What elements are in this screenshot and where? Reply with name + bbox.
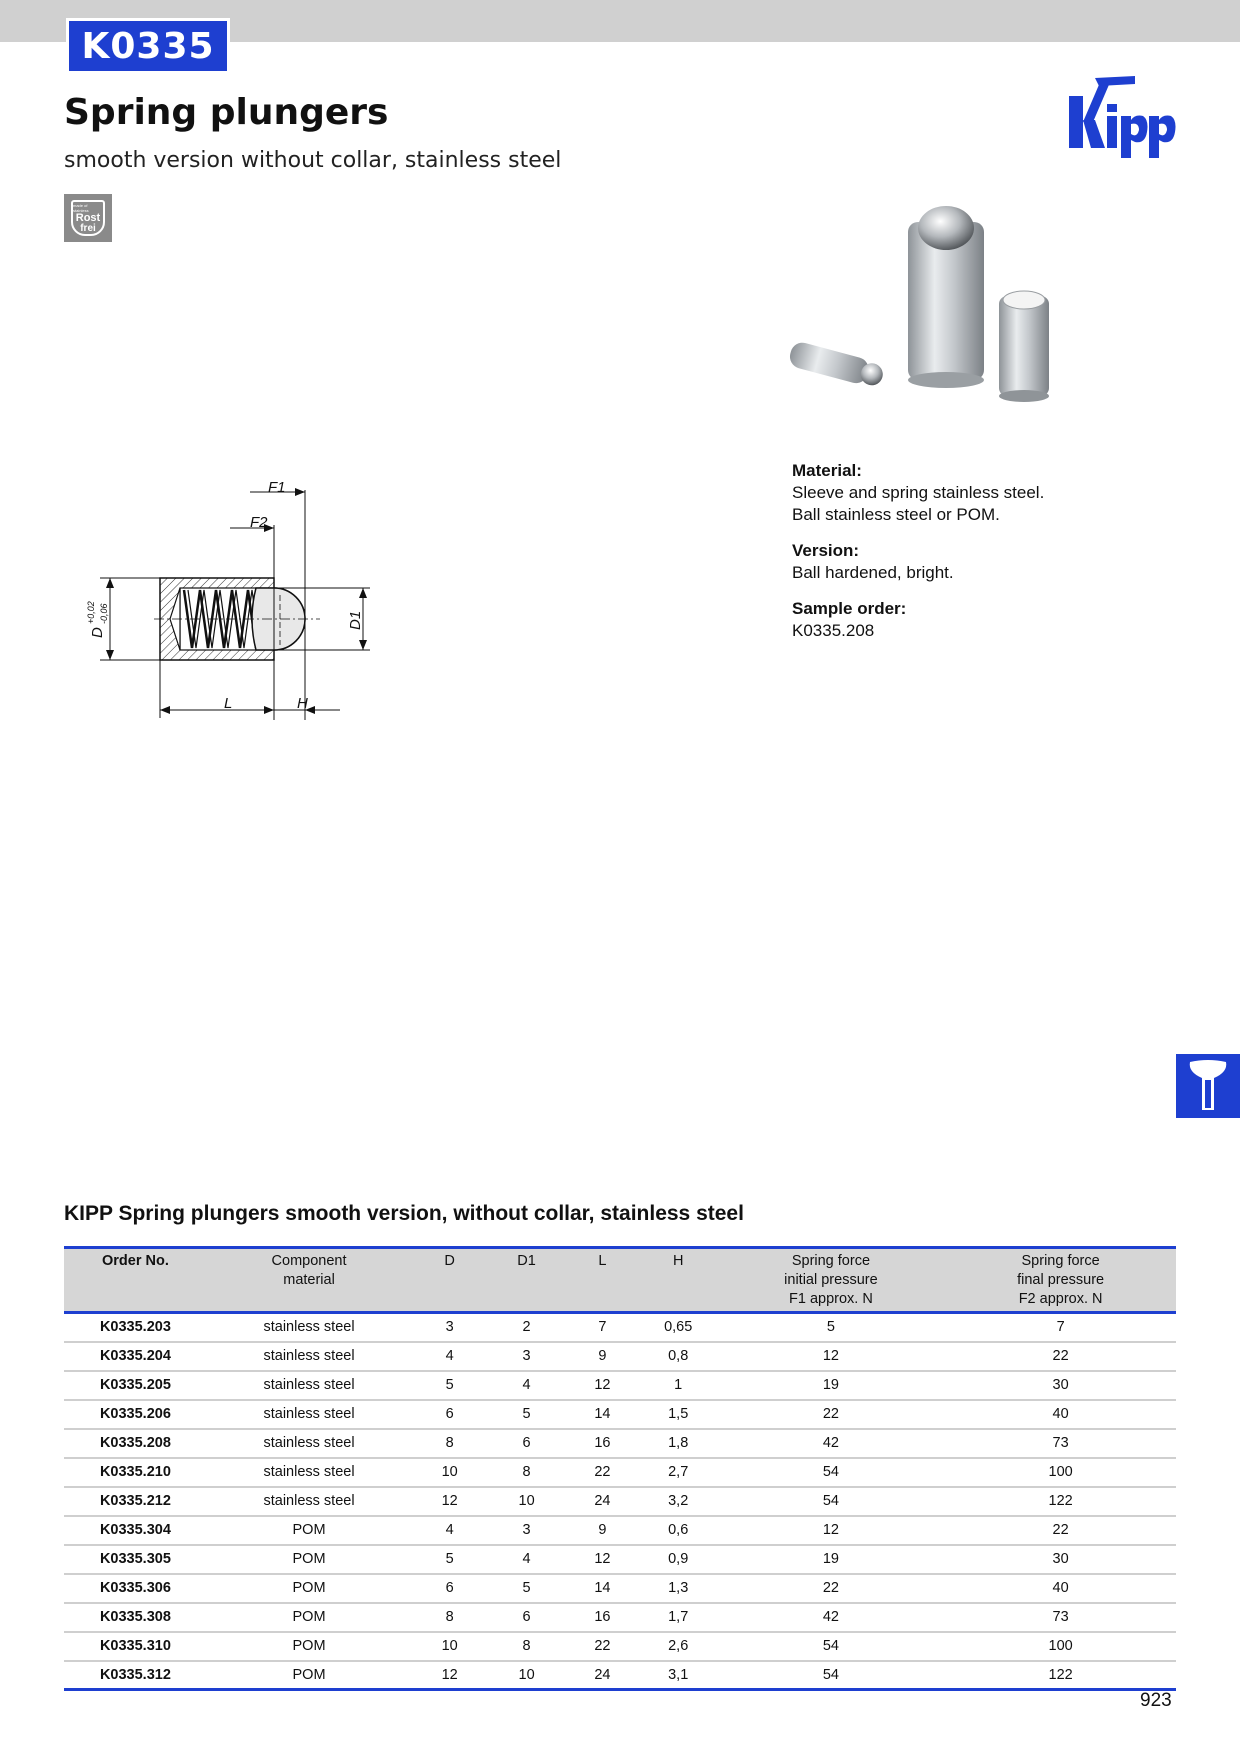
cell-d1: 4 — [488, 1371, 565, 1400]
cell-order: K0335.206 — [64, 1400, 207, 1429]
cell-order: K0335.306 — [64, 1574, 207, 1603]
cell-f1: 22 — [717, 1400, 946, 1429]
col-l: L — [598, 1253, 607, 1269]
label-d-tol-lower: -0,06 — [99, 603, 109, 624]
col-f2-line2: final pressure — [1017, 1272, 1105, 1288]
cell-d: 6 — [411, 1400, 488, 1429]
cell-f1: 54 — [717, 1632, 946, 1661]
cell-l: 14 — [565, 1400, 640, 1429]
cell-d: 4 — [411, 1516, 488, 1545]
table-row — [64, 1661, 1176, 1690]
table-row — [64, 1487, 1176, 1516]
label-l: L — [224, 695, 233, 712]
cell-h: 3,2 — [640, 1487, 717, 1516]
cell-h: 0,9 — [640, 1545, 717, 1574]
cell-f2: 40 — [945, 1400, 1176, 1429]
cell-h: 1,3 — [640, 1574, 717, 1603]
cell-l: 22 — [565, 1632, 640, 1661]
cell-f2: 22 — [945, 1342, 1176, 1371]
cell-material: POM — [207, 1632, 411, 1661]
cell-f1: 19 — [717, 1371, 946, 1400]
col-f2 — [945, 1248, 1176, 1313]
col-f1-line3: F1 approx. N — [789, 1291, 873, 1307]
cell-f1: 54 — [717, 1487, 946, 1516]
cell-d: 10 — [411, 1632, 488, 1661]
cell-h: 2,6 — [640, 1632, 717, 1661]
cell-d: 10 — [411, 1458, 488, 1487]
cell-l: 9 — [565, 1516, 640, 1545]
col-f2-line1: Spring force — [1021, 1253, 1100, 1269]
cell-f2: 122 — [945, 1487, 1176, 1516]
badge-line2: Rost — [75, 211, 101, 224]
version-line1: Ball hardened, bright. — [792, 563, 954, 582]
cell-f1: 12 — [717, 1342, 946, 1371]
cell-l: 22 — [565, 1458, 640, 1487]
table-row — [64, 1516, 1176, 1545]
cell-order: K0335.212 — [64, 1487, 207, 1516]
col-f1 — [717, 1248, 946, 1313]
shield-icon — [71, 200, 105, 236]
table-row — [64, 1632, 1176, 1661]
cell-d: 8 — [411, 1603, 488, 1632]
cell-f1: 22 — [717, 1574, 946, 1603]
category-tab[interactable] — [1176, 1054, 1240, 1118]
kipp-logo — [1065, 76, 1180, 158]
cell-f2: 22 — [945, 1516, 1176, 1545]
cell-material: stainless steel — [207, 1487, 411, 1516]
material-heading: Material: — [792, 461, 862, 480]
table-header-row — [64, 1248, 1176, 1313]
cell-f2: 100 — [945, 1458, 1176, 1487]
cell-f1: 42 — [717, 1603, 946, 1632]
cell-order: K0335.308 — [64, 1603, 207, 1632]
cell-order: K0335.203 — [64, 1313, 207, 1342]
table-row — [64, 1429, 1176, 1458]
col-f2-line3: F2 approx. N — [1018, 1291, 1103, 1307]
cell-order: K0335.210 — [64, 1458, 207, 1487]
cell-l: 16 — [565, 1429, 640, 1458]
cell-material: POM — [207, 1516, 411, 1545]
cell-f1: 42 — [717, 1429, 946, 1458]
cell-f2: 73 — [945, 1429, 1176, 1458]
table-body — [64, 1313, 1176, 1690]
version-block — [792, 540, 1152, 584]
table-row — [64, 1603, 1176, 1632]
cell-material: stainless steel — [207, 1342, 411, 1371]
cell-f2: 73 — [945, 1603, 1176, 1632]
table-row — [64, 1458, 1176, 1487]
label-h: H — [297, 695, 308, 712]
cell-l: 16 — [565, 1603, 640, 1632]
cell-d: 3 — [411, 1313, 488, 1342]
cell-f1: 12 — [717, 1516, 946, 1545]
cell-f2: 100 — [945, 1632, 1176, 1661]
col-d1: D1 — [517, 1253, 536, 1269]
cell-f1: 54 — [717, 1458, 946, 1487]
cell-l: 24 — [565, 1487, 640, 1516]
page-title: Spring plungers — [64, 92, 389, 133]
cell-l: 9 — [565, 1342, 640, 1371]
cell-l: 7 — [565, 1313, 640, 1342]
col-material-line2: material — [283, 1272, 335, 1288]
cell-material: stainless steel — [207, 1371, 411, 1400]
table-row — [64, 1371, 1176, 1400]
technical-drawing — [80, 470, 400, 730]
cell-h: 1,5 — [640, 1400, 717, 1429]
cell-d1: 8 — [488, 1458, 565, 1487]
table-row — [64, 1545, 1176, 1574]
cell-order: K0335.305 — [64, 1545, 207, 1574]
cell-order: K0335.205 — [64, 1371, 207, 1400]
table-row — [64, 1574, 1176, 1603]
cell-d: 12 — [411, 1487, 488, 1516]
sample-order-heading: Sample order: — [792, 599, 907, 618]
cell-d1: 10 — [488, 1661, 565, 1690]
cell-f1: 54 — [717, 1661, 946, 1690]
cell-d: 8 — [411, 1429, 488, 1458]
cell-f2: 30 — [945, 1371, 1176, 1400]
label-d1: D1 — [347, 610, 364, 630]
cell-f2: 122 — [945, 1661, 1176, 1690]
wing-screw-icon — [1188, 1058, 1228, 1114]
col-d: D — [444, 1253, 455, 1269]
cell-l: 12 — [565, 1371, 640, 1400]
table-row — [64, 1400, 1176, 1429]
cell-h: 0,65 — [640, 1313, 717, 1342]
cell-order: K0335.304 — [64, 1516, 207, 1545]
stainless-badge-icon — [64, 194, 112, 242]
cell-order: K0335.310 — [64, 1632, 207, 1661]
cell-f1: 5 — [717, 1313, 946, 1342]
label-f1: F1 — [268, 479, 286, 496]
material-line1: Sleeve and spring stainless steel. — [792, 483, 1045, 502]
sample-order-block — [792, 598, 1152, 642]
cell-material: POM — [207, 1545, 411, 1574]
badge-line1: made of stainless — [73, 202, 89, 213]
material-line2: Ball stainless steel or POM. — [792, 505, 1000, 524]
material-block — [792, 460, 1152, 526]
cell-d1: 10 — [488, 1487, 565, 1516]
table-title: KIPP Spring plungers smooth version, without collar, stainless steel — [64, 1202, 744, 1225]
label-f2: F2 — [250, 514, 268, 531]
cell-material: stainless steel — [207, 1429, 411, 1458]
cell-d1: 5 — [488, 1400, 565, 1429]
cell-h: 2,7 — [640, 1458, 717, 1487]
page-subtitle: smooth version without collar, stainless steel — [64, 148, 562, 173]
table-row — [64, 1313, 1176, 1342]
cell-h: 0,6 — [640, 1516, 717, 1545]
col-f1-line2: initial pressure — [784, 1272, 878, 1288]
cell-d1: 3 — [488, 1342, 565, 1371]
page-number: 923 — [1140, 1690, 1172, 1711]
cell-d: 6 — [411, 1574, 488, 1603]
cell-material: POM — [207, 1603, 411, 1632]
sample-order-value: K0335.208 — [792, 621, 875, 640]
product-photo — [780, 200, 1060, 410]
cell-order: K0335.312 — [64, 1661, 207, 1690]
cell-d1: 4 — [488, 1545, 565, 1574]
cell-f1: 19 — [717, 1545, 946, 1574]
cell-d: 5 — [411, 1371, 488, 1400]
table-row — [64, 1342, 1176, 1371]
version-heading: Version: — [792, 541, 860, 560]
badge-line3: frei — [80, 222, 96, 234]
col-h: H — [672, 1253, 684, 1269]
cell-material: POM — [207, 1661, 411, 1690]
cell-material: stainless steel — [207, 1400, 411, 1429]
cell-h: 3,1 — [640, 1661, 717, 1690]
cell-f2: 7 — [945, 1313, 1176, 1342]
specifications — [792, 460, 1152, 656]
cell-d: 5 — [411, 1545, 488, 1574]
cell-d1: 6 — [488, 1429, 565, 1458]
cell-h: 0,8 — [640, 1342, 717, 1371]
cell-h: 1,7 — [640, 1603, 717, 1632]
product-table — [64, 1246, 1176, 1691]
cell-d1: 5 — [488, 1574, 565, 1603]
cell-f2: 30 — [945, 1545, 1176, 1574]
cell-order: K0335.208 — [64, 1429, 207, 1458]
cell-d1: 6 — [488, 1603, 565, 1632]
cell-d1: 8 — [488, 1632, 565, 1661]
cell-material: stainless steel — [207, 1313, 411, 1342]
cell-l: 24 — [565, 1661, 640, 1690]
cell-d1: 3 — [488, 1516, 565, 1545]
cell-d: 12 — [411, 1661, 488, 1690]
cell-material: stainless steel — [207, 1458, 411, 1487]
cell-h: 1 — [640, 1371, 717, 1400]
cell-f2: 40 — [945, 1574, 1176, 1603]
col-material-line1: Component — [271, 1253, 347, 1269]
col-order: Order No. — [101, 1253, 169, 1269]
col-material — [207, 1248, 411, 1313]
label-d-tol-upper: +0,02 — [86, 601, 96, 624]
col-f1-line1: Spring force — [791, 1253, 871, 1269]
cell-order: K0335.204 — [64, 1342, 207, 1371]
product-code: K0335 — [69, 21, 227, 71]
cell-material: POM — [207, 1574, 411, 1603]
label-d: D — [89, 627, 106, 638]
product-code-box — [66, 18, 230, 74]
cell-l: 12 — [565, 1545, 640, 1574]
cell-d: 4 — [411, 1342, 488, 1371]
cell-h: 1,8 — [640, 1429, 717, 1458]
cell-d1: 2 — [488, 1313, 565, 1342]
cell-l: 14 — [565, 1574, 640, 1603]
